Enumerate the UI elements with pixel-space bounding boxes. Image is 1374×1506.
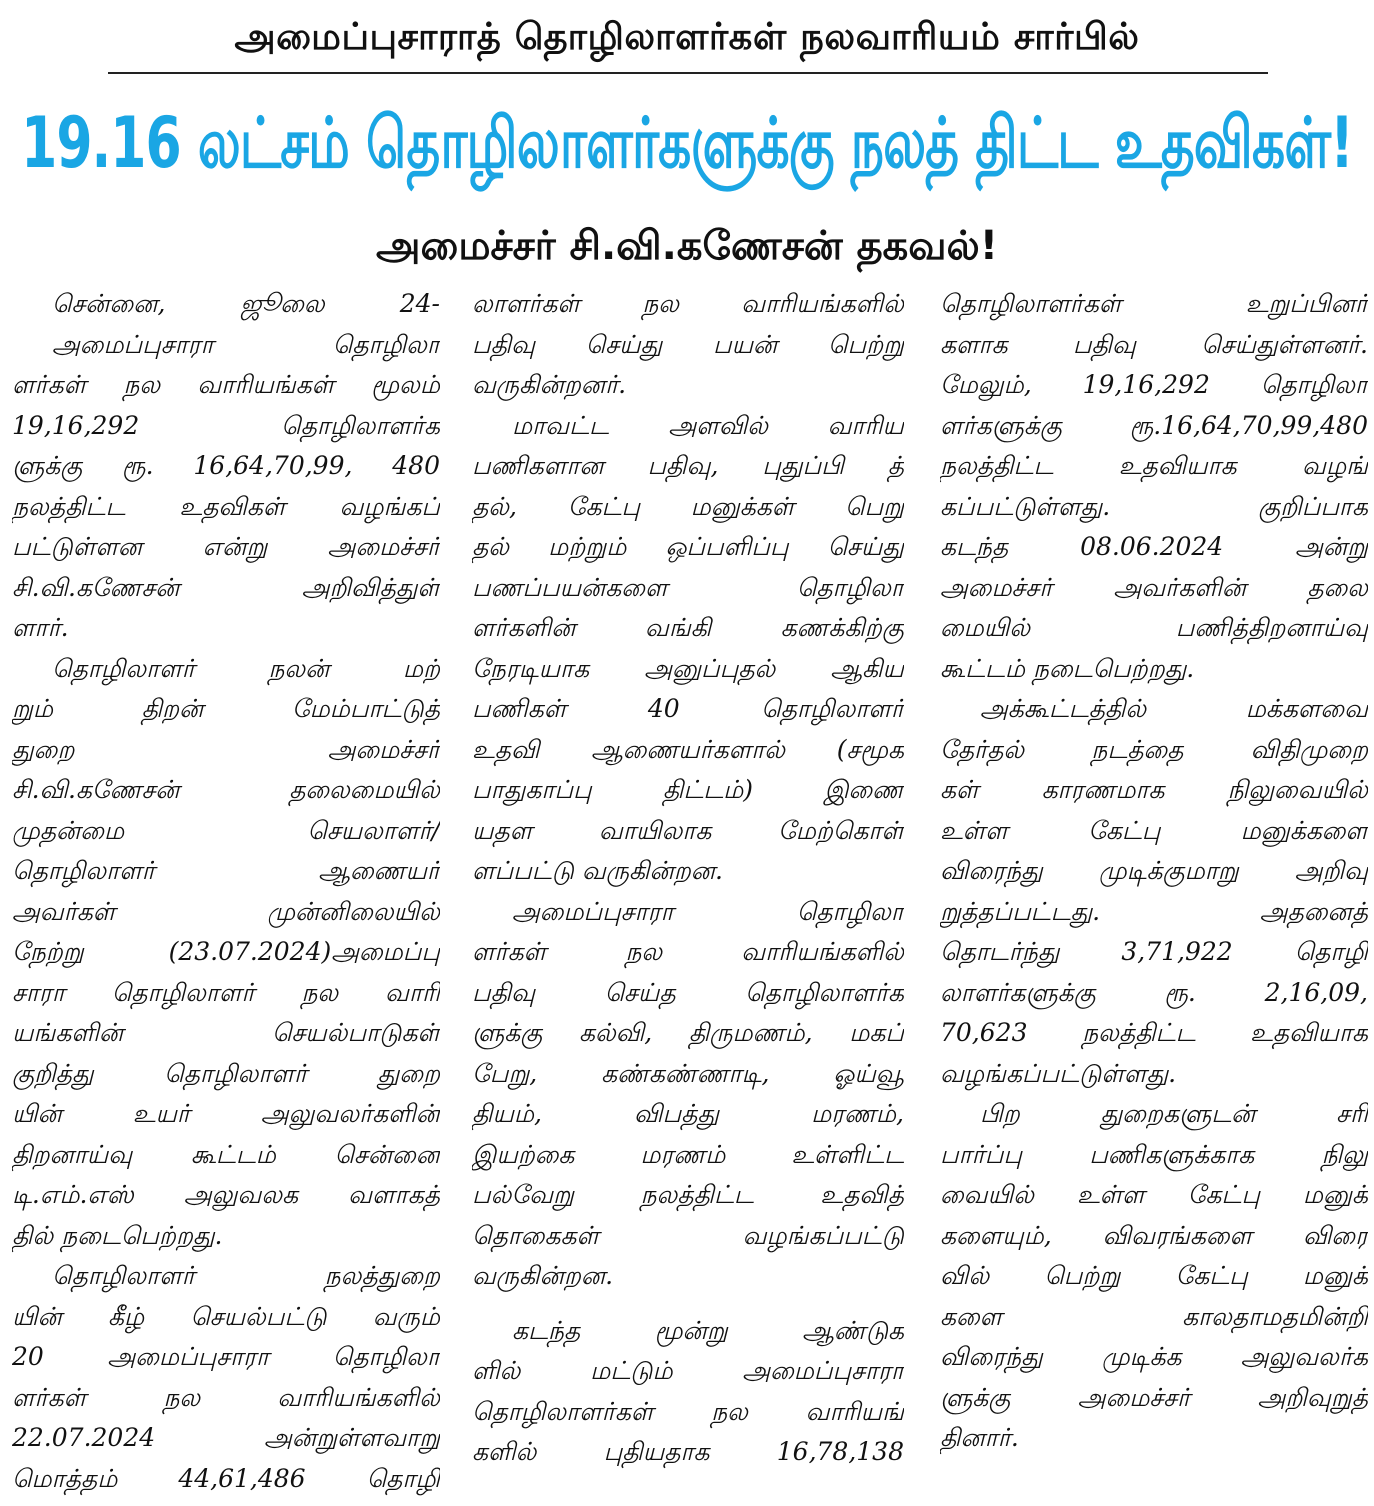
text-line: 22.07.2024 அன்றுள்ளவாறு: [12, 1423, 440, 1452]
text-line: சென்னை, ஜூலை 24-: [52, 289, 440, 318]
text-line: சாரா தொழிலாளர் நல வாரி: [12, 977, 440, 1007]
text-line: தினார்.: [940, 1423, 1019, 1452]
text-line: இயற்கை மரணம் உள்ளிட்ட: [472, 1139, 904, 1169]
text-line: ளர்கள் நல வாரியங்கள் மூலம்: [12, 370, 440, 399]
text-line: பாதுகாப்பு திட்டம்) இணை: [472, 775, 904, 804]
text-line: லாளர்களுக்கு ரூ. 2,16,09,: [940, 977, 1368, 1007]
text-line: மேலும், 19,16,292 தொழிலா: [940, 370, 1368, 399]
text-line: ளார்.: [12, 613, 69, 642]
text-line: ளப்பட்டு வருகின்றன.: [472, 856, 723, 885]
article-column-1: [12, 284, 440, 1499]
text-line: ளில் மட்டும் அமைப்புசாரா: [472, 1356, 904, 1385]
headline: 19.16 லட்சம் தொழிலாளர்களுக்கு நலத் திட்ட உதவிகள்!: [21, 103, 1353, 185]
text-line: யின் கீழ் செயல்பட்டு வரும்: [12, 1301, 440, 1331]
text-line: பணிகளான பதிவு, புதுப்பி த்: [472, 451, 904, 480]
text-line: தல், கேட்பு மனுக்கள் பெறு: [472, 491, 904, 521]
text-line: ளர்களின் வங்கி கணக்கிற்கு: [472, 613, 904, 642]
text-line: டி.எம்.எஸ் அலுவலக வளாகத்: [12, 1180, 440, 1209]
text-line: வில் பெற்று கேட்பு மனுக்: [940, 1261, 1368, 1290]
text-line: மொத்தம் 44,61,486 தொழி: [12, 1463, 440, 1493]
text-line: அவர்கள் முன்னிலையில்: [12, 896, 440, 926]
article-column-3: [940, 284, 1368, 1459]
text-line: 19,16,292 தொழிலாளர்க: [12, 410, 440, 440]
text-line: விரைந்து முடிக்குமாறு அறிவு: [940, 856, 1368, 885]
text-line: றும் திறன் மேம்பாட்டுத்: [12, 694, 440, 723]
text-line: மாவட்ட அளவில் வாரிய: [512, 410, 904, 440]
text-line: கடந்த மூன்று ஆண்டுக: [512, 1315, 904, 1345]
text-line: ளுக்கு அமைச்சர் அறிவுறுத்: [940, 1382, 1368, 1412]
text-line: களாக பதிவு செய்துள்ளனர்.: [940, 329, 1368, 359]
text-line: தொழிலாளர்கள் உறுப்பினர்: [940, 289, 1368, 318]
text-line: பட்டுள்ளன என்று அமைச்சர்: [12, 532, 440, 561]
text-line: தேர்தல் நடத்தை விதிமுறை: [940, 734, 1368, 764]
text-line: உள்ள கேட்பு மனுக்களை: [940, 815, 1368, 845]
text-line: கப்பட்டுள்ளது. குறிப்பாக: [940, 491, 1368, 521]
text-line: நேற்று (23.07.2024)அமைப்பு: [12, 937, 440, 966]
text-line: களில் புதியதாக 16,78,138: [472, 1437, 904, 1466]
text-line: கள் காரணமாக நிலுவையில்: [940, 775, 1368, 804]
article-column-2: [472, 284, 904, 1473]
text-line: வழங்கப்பட்டுள்ளது.: [940, 1058, 1177, 1088]
text-line: தொடர்ந்து 3,71,922 தொழி: [940, 937, 1368, 966]
text-line: பார்ப்பு பணிகளுக்காக நிலு: [940, 1139, 1368, 1169]
text-line: துறை அமைச்சர்: [12, 734, 440, 764]
subheadline: அமைச்சர் சி.வி.கணேசன் தகவல்!: [376, 223, 998, 269]
text-line: யதள வாயிலாக மேற்கொள்: [472, 815, 904, 845]
text-line: பணிகள் 40 தொழிலாளர்: [472, 694, 904, 723]
text-line: தொழிலாளர்கள் நல வாரியங்: [472, 1396, 904, 1426]
text-line: மையில் பணித்திறனாய்வு: [940, 613, 1368, 642]
text-line: முதன்மை செயலாளர்/: [12, 815, 440, 845]
text-line: பிற துறைகளுடன் சரி: [980, 1099, 1368, 1128]
text-line: தியம், விபத்து மரணம்,: [472, 1099, 904, 1128]
text-line: களையும், விவரங்களை விரை: [940, 1220, 1368, 1250]
text-line: அமைச்சர் அவர்களின் தலை: [940, 572, 1368, 602]
kicker-title: அமைப்புசாராத் தொழிலாளர்கள் நலவாரியம் சார்பில்: [234, 15, 1140, 58]
text-line: உதவி ஆணையர்களால் (சமூக: [472, 734, 904, 764]
text-line: பேறு, கண்கண்ணாடி, ஓய்வூ: [472, 1058, 904, 1088]
text-line: கூட்டம் நடைபெற்றது.: [940, 653, 1195, 683]
kicker-rule: [108, 72, 1268, 74]
paragraph-gap: [472, 1297, 904, 1311]
text-line: ளர்கள் நல வாரியங்களில்: [12, 1382, 440, 1412]
text-line: திறனாய்வு கூட்டம் சென்னை: [12, 1139, 440, 1169]
text-line: ளுக்கு கல்வி, திருமணம், மகப்: [472, 1018, 904, 1047]
text-line: கடந்த 08.06.2024 அன்று: [940, 532, 1368, 561]
text-line: பதிவு செய்த தொழிலாளர்க: [472, 977, 904, 1007]
text-line: 70,623 நலத்திட்ட உதவியாக: [940, 1018, 1368, 1047]
text-line: தில் நடைபெற்றது.: [12, 1220, 223, 1250]
text-line: களை காலதாமதமின்றி: [940, 1301, 1368, 1331]
text-line: அமைப்புசாரா தொழிலா: [52, 329, 440, 359]
text-line: சி.வி.கணேசன் தலைமையில்: [12, 775, 440, 804]
text-line: 20 அமைப்புசாரா தொழிலா: [12, 1342, 440, 1371]
text-line: தொகைகள் வழங்கப்பட்டு: [472, 1220, 904, 1250]
text-line: பதிவு செய்து பயன் பெற்று: [472, 329, 904, 359]
text-line: தொழிலாளர் நலன் மற்: [52, 653, 440, 683]
text-line: வையில் உள்ள கேட்பு மனுக்: [940, 1180, 1368, 1209]
text-line: அமைப்புசாரா தொழிலா: [512, 896, 904, 926]
text-line: நேரடியாக அனுப்புதல் ஆகிய: [472, 653, 904, 683]
text-line: நலத்திட்ட உதவிகள் வழங்கப்: [12, 491, 440, 521]
text-line: யங்களின் செயல்பாடுகள்: [12, 1018, 440, 1047]
text-line: நலத்திட்ட உதவியாக வழங்: [940, 451, 1368, 480]
text-line: லாளர்கள் நல வாரியங்களில்: [472, 289, 904, 318]
text-line: ளர்களுக்கு ரூ.16,64,70,99,480: [940, 410, 1368, 440]
text-line: ளர்கள் நல வாரியங்களில்: [472, 937, 904, 966]
text-line: குறித்து தொழிலாளர் துறை: [12, 1058, 440, 1088]
text-line: பணப்பயன்களை தொழிலா: [472, 572, 904, 602]
text-line: தல் மற்றும் ஒப்பளிப்பு செய்து: [472, 532, 904, 561]
text-line: வருகின்றன.: [472, 1261, 614, 1290]
text-line: பல்வேறு நலத்திட்ட உதவித்: [472, 1180, 904, 1209]
text-line: யின் உயர் அலுவலர்களின்: [12, 1099, 440, 1128]
text-line: றுத்தப்பட்டது. அதனைத்: [940, 896, 1368, 926]
text-line: வருகின்றனர்.: [472, 370, 627, 399]
text-line: தொழிலாளர் நலத்துறை: [52, 1261, 440, 1290]
text-line: விரைந்து முடிக்க அலுவலர்க: [940, 1342, 1368, 1371]
text-line: ளுக்கு ரூ. 16,64,70,99, 480: [12, 451, 440, 480]
text-line: அக்கூட்டத்தில் மக்களவை: [980, 694, 1368, 723]
text-line: சி.வி.கணேசன் அறிவித்துள்: [12, 572, 440, 602]
text-line: தொழிலாளர் ஆணையர்: [12, 856, 440, 885]
